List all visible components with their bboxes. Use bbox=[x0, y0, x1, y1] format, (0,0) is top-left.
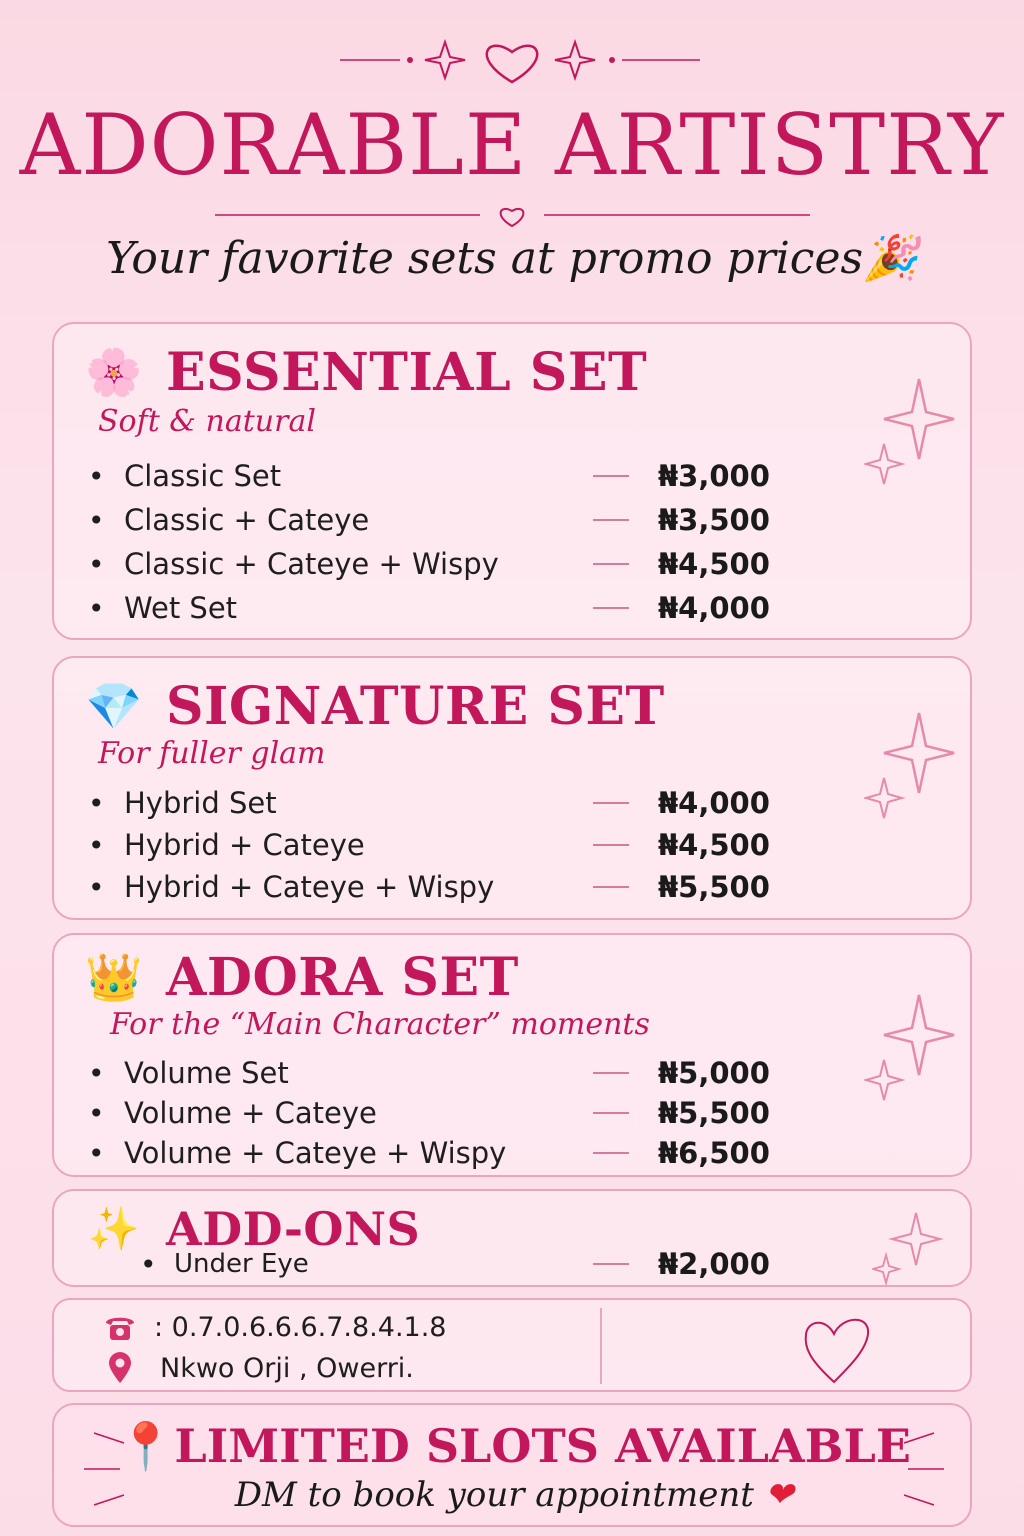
essential-set-card bbox=[52, 322, 972, 640]
item-price: ₦5,500 bbox=[658, 870, 770, 904]
price-list bbox=[88, 1053, 848, 1173]
item-price: ₦5,500 bbox=[658, 1096, 770, 1130]
list-item: • Hybrid + Cateye ₦4,500 bbox=[88, 828, 770, 862]
list-item: • Hybrid + Cateye + Wispy ₦5,500 bbox=[88, 870, 770, 904]
card-subtitle: For the “Main Character” moments bbox=[110, 1007, 650, 1042]
promo-subtitle-text: DM to book your appointment bbox=[234, 1475, 754, 1515]
item-price: ₦4,000 bbox=[658, 591, 770, 625]
list-item: • Classic + Cateye + Wispy ₦4,500 bbox=[88, 547, 770, 581]
item-price: ₦5,000 bbox=[658, 1056, 770, 1090]
card-title: ADORA SET bbox=[166, 946, 519, 1008]
phone-number[interactable]: : 0.7.0.6.6.6.7.8.4.1.8 bbox=[154, 1312, 447, 1343]
item-price: ₦3,000 bbox=[658, 459, 770, 493]
adora-set-card bbox=[52, 933, 972, 1177]
list-item: • Classic Set ₦3,000 bbox=[88, 459, 770, 493]
card-header bbox=[82, 340, 647, 404]
crown-icon: 👑 bbox=[85, 949, 143, 1004]
price-list bbox=[140, 1245, 840, 1283]
contact-card bbox=[52, 1298, 972, 1392]
list-item: • Volume + Cateye ₦5,500 bbox=[88, 1096, 770, 1130]
item-price: ₦4,000 bbox=[658, 786, 770, 820]
phone-row bbox=[100, 1312, 446, 1343]
sparkle-icon bbox=[864, 708, 974, 828]
signature-set-card bbox=[52, 656, 972, 920]
round-pushpin-icon: 📍 bbox=[117, 1419, 175, 1473]
item-name: Volume + Cateye + Wispy bbox=[124, 1136, 507, 1170]
item-name: Hybrid Set bbox=[124, 786, 277, 820]
list-item: • Wet Set ₦4,000 bbox=[88, 591, 770, 625]
card-header bbox=[82, 674, 665, 738]
item-price: ₦4,500 bbox=[658, 547, 770, 581]
list-item: • Hybrid Set ₦4,000 bbox=[88, 786, 770, 820]
add-ons-card bbox=[52, 1189, 972, 1287]
card-title: ADD-ONS bbox=[166, 1202, 421, 1256]
tagline-text: Your favorite sets at promo prices bbox=[106, 233, 864, 284]
location-text: Nkwo Orji , Owerri. bbox=[160, 1352, 414, 1384]
list-item: • Volume + Cateye + Wispy ₦6,500 bbox=[88, 1136, 770, 1170]
item-name: Classic + Cateye bbox=[124, 503, 370, 537]
location-row bbox=[100, 1352, 414, 1384]
top-ornament bbox=[0, 30, 1024, 90]
item-name: Classic Set bbox=[124, 459, 282, 493]
item-name: Hybrid + Cateye bbox=[124, 828, 365, 862]
location-pin-icon bbox=[100, 1352, 140, 1384]
contact-divider bbox=[600, 1308, 602, 1384]
item-price: ₦3,500 bbox=[658, 503, 770, 537]
promo-card bbox=[52, 1403, 972, 1527]
list-item: • Under Eye ₦2,000 bbox=[140, 1247, 770, 1281]
card-header bbox=[82, 945, 519, 1009]
card-subtitle: Soft & natural bbox=[98, 404, 316, 439]
card-title: SIGNATURE SET bbox=[166, 675, 665, 737]
cherry-blossom-icon: 🌸 bbox=[85, 344, 143, 399]
tagline bbox=[0, 232, 1024, 284]
list-item: • Volume Set ₦5,000 bbox=[88, 1056, 770, 1090]
promo-title bbox=[54, 1419, 974, 1474]
sparkle-icon bbox=[864, 990, 974, 1110]
diamond-icon: 💎 bbox=[85, 678, 143, 733]
item-price: ₦6,500 bbox=[658, 1136, 770, 1170]
page-title: ADORABLE ARTISTRY bbox=[19, 96, 1005, 194]
item-name: Volume + Cateye bbox=[124, 1096, 377, 1130]
item-name: Wet Set bbox=[124, 591, 238, 625]
item-name: Hybrid + Cateye + Wispy bbox=[124, 870, 495, 904]
item-name: Volume Set bbox=[124, 1056, 289, 1090]
sparkle-icon bbox=[864, 374, 974, 494]
item-price: ₦2,000 bbox=[658, 1247, 770, 1281]
red-heart-icon: ❤ bbox=[764, 1475, 794, 1515]
price-list bbox=[88, 782, 848, 908]
promo-subtitle bbox=[54, 1475, 974, 1515]
card-title: ESSENTIAL SET bbox=[166, 341, 648, 403]
price-list bbox=[88, 454, 848, 630]
heart-outline-icon bbox=[800, 1310, 880, 1386]
item-price: ₦4,500 bbox=[658, 828, 770, 862]
card-subtitle: For fuller glam bbox=[98, 736, 326, 771]
item-name: Under Eye bbox=[174, 1249, 309, 1279]
title-divider bbox=[0, 200, 1024, 230]
promo-title-text: LIMITED SLOTS AVAILABLE bbox=[174, 1419, 911, 1473]
sparkles-icon: ✨ bbox=[87, 1204, 141, 1253]
sparkle-icon bbox=[872, 1209, 952, 1287]
list-item: • Classic + Cateye ₦3,500 bbox=[88, 503, 770, 537]
telephone-icon bbox=[100, 1313, 140, 1343]
party-popper-icon: 🎉 bbox=[863, 233, 918, 284]
item-name: Classic + Cateye + Wispy bbox=[124, 547, 499, 581]
